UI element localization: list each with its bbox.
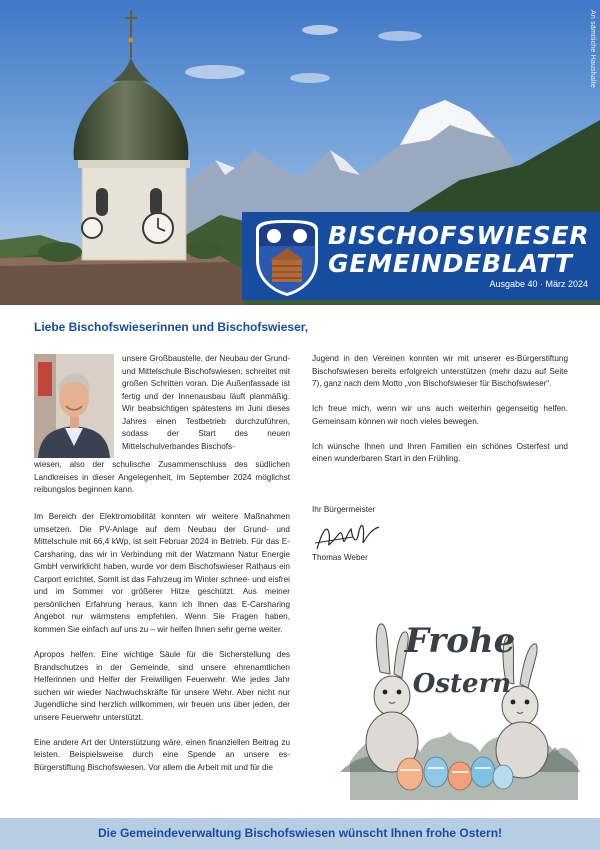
letter-greeting: Liebe Bischofswieserinnen und Bischofswieser,: [34, 320, 309, 334]
letter-column-left: [34, 511, 290, 787]
paragraph-together: Ich freue mich, wenn wir uns auch weiterhin gegenseitig helfen. Gemeinsam können wir noch vieles bewegen.: [312, 404, 568, 426]
easter-heading-line2: Ostern: [412, 669, 512, 699]
paragraph-donation: Eine andere Art der Unterstützung wäre, einen finanziellen Beitrag zu leisten. Beispielsweise durch eine Spende an unsere es-Bürgerstiftung Bischofswiesen. Vor allem die Arbeit mit und für die: [34, 737, 290, 772]
distribution-note: An sämtliche Haushalte: [589, 10, 596, 88]
masthead-title-line1: BISCHOFSWIESER: [328, 221, 590, 250]
footer-band: [0, 818, 600, 850]
signature-mark: [313, 519, 383, 555]
paragraph-youth: Jugend in den Vereinen konnten wir mit unserer es-Bürgerstiftung Bischofswiesen bereits erfolgreich unterstützen (mehr dazu auf Seite 7), ganz nach dem Motto „von Bischofswieser für Bischofswieser“.: [312, 354, 568, 389]
paragraph-wishes: Ich wünsche Ihnen und Ihren Familien ein schönes Osterfest und einen wunderbaren Start in den Frühling.: [312, 441, 568, 464]
intro-paragraph-end: wiesen, also der schulische Zusammenschluss des südlichen Landkreises in dieser Angelegenheit, im September 2024 möglichst reibungslos beginnen kann.: [34, 460, 290, 495]
easter-heading-line1: Frohe: [404, 621, 516, 661]
signer-name: Thomas Weber: [312, 553, 368, 562]
municipal-crest-icon: [250, 216, 324, 298]
masthead: [242, 212, 600, 300]
intro-paragraph-start: unsere Großbaustelle, der Neubau der Grund- und Mittelschule Bischofswiesen, schreitet mit großen Schritten voran. Die Außenfassade ist fertig und der Innenausbau läuft planmäßig. Wir beabsichtigen spätestens im Juni dieses Jahres einen Testbetrieb durchzuführen, sodass der Start des neuen Mittelschulverbandes Bischofs-: [122, 354, 290, 451]
easter-bunny-illustration: [340, 612, 580, 800]
intro-text-continued: [34, 459, 290, 497]
closing-phrase: Ihr Bürgermeister: [312, 505, 376, 514]
letter-column-right: [312, 353, 568, 478]
portrait-photo: [34, 354, 114, 458]
issue-info: Ausgabe 40 · März 2024: [489, 279, 588, 289]
paragraph-e-mobility: Im Bereich der Elektromobilität konnten wir weitere Maßnahmen umsetzen. Die PV-Anlage auf dem Neubau der Grund- und Mittelschule mit 66,4 kWp, ist seit Februar 2024 in Betrieb. Für das E-Carsharing, das wir in Verbindung mit der Watzmann Natur Energie GmbH verwirklicht haben, wurde vor dem Bischofswieser Rathaus ein Carport errichtet. Somit ist das Fahrzeug im Winter schnee- und eisfrei und im Sommer vor größerer Hitze geschützt. Aus meiner persönlichen Erfahrung heraus, kann ich Ihnen das E-Carsharing Angebot nur wärmstens empfehlen. Wenn Sie Fragen haben, kommen Sie einfach auf uns zu – wir helfen Ihnen sehr gerne weiter.: [34, 512, 290, 634]
intro-text-wrapped: [122, 353, 290, 453]
footer-message: Die Gemeindeverwaltung Bischofswiesen wünscht Ihnen frohe Ostern!: [97, 826, 503, 840]
masthead-title-line2: GEMEINDEBLATT: [328, 249, 573, 278]
paragraph-fire-brigade: Apropos helfen: Eine wichtige Säule für die Sicherstellung des Brandschutzes in der Gemeinde, sind unsere ehrenamtlichen Helferinnen und Helfer der Freiwilligen Feuerwehr. Wie jedes Jahr suchen wir wieder Nachwuchskräfte für unsere Wehr. Aber nicht nur Jugendliche sind herzlich willkommen, wir freuen uns über jeden, der unsere Feuerwehr unterstützt.: [34, 649, 290, 722]
